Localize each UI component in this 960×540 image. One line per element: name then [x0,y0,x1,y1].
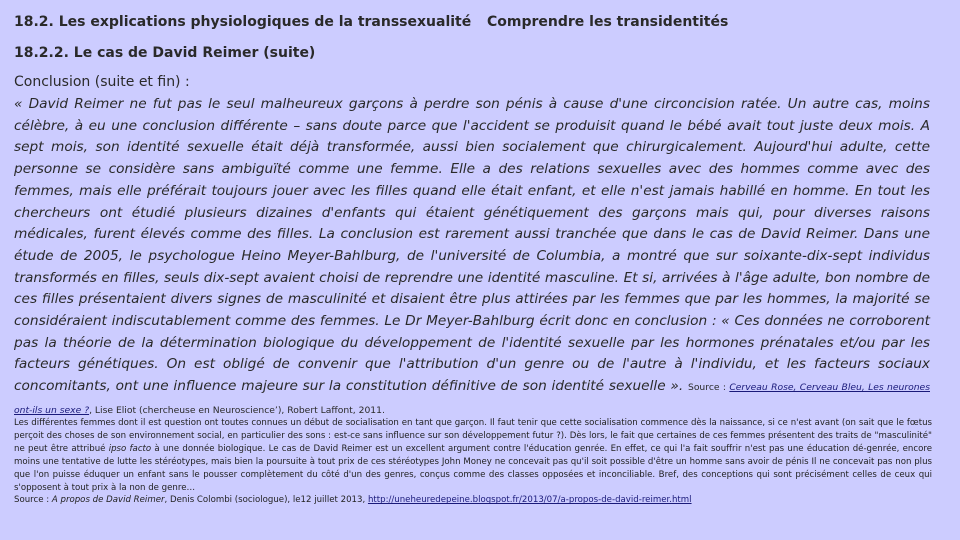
section-title: 18.2. Les explications physiologiques de la transsexualité [14,14,472,30]
note-ipso-facto: ipso facto [108,443,152,454]
web-source-rest: , Denis Colombi (sociologue), le12 juillet 2013, [164,495,368,506]
note-text-part1: Les différentes femmes dont il est question ont toutes connues un début de socialisation en tant que garçon. Il faut tenir que cette socialisation commence dès la naissance, si ce n'est avant (on sait que le fœtus perçoit des choses de son environnement social, en particulier des sons : est-ce sans influence sur son développement futur ?). Dès lors, le fait que certaines de ces femmes présentent des traits de "masculinité" ne peut être attribué [14,418,932,454]
quote-paragraph [14,94,930,422]
note-text-part2: à une donnée biologique. Le cas de David Reimer est un excellent argument contre l'éducation genrée. En effet, ce qui l'a fait souffrir n'est pas une éducation dé-genrée, encore moins une tentative de lutte les stéréotypes, mais bien la poursuite à tout prix de ces stéréotypes John Money ne concevait pas qu'il soit possible d'être un homme sans avoir de pénis Il ne concevait pas non plus que l'on puisse éduquer un enfant sans le pousser complètement du côté d'un des genres, conçus comme des classes opposées et inconciliable. Bref, des conceptions qui sont précisément celles de ceux qui s'opposent à tout prix à la non de genre… [14,443,932,493]
web-source-title: A propos de David Reimer [51,495,165,506]
web-source-prefix: Source : [14,495,52,506]
book-source-prefix: Source : [687,382,730,394]
web-source [14,495,692,505]
web-source-link[interactable]: http://uneheuredepeine.blogspot.fr/2013/07/a-propos-de-david-reimer.html [367,495,692,506]
book-title-link[interactable]: Cerveau Rose, Cerveau Bleu, Les neurones ont-ils un sexe ? [14,382,930,416]
note-paragraph [14,417,932,507]
course-title: Comprendre les transidentités [487,14,729,30]
conclusion-label: Conclusion (suite et fin) : [14,74,190,90]
subtitle: 18.2.2. Le cas de David Reimer (suite) [14,45,316,61]
quote-text: « David Reimer ne fut pas le seul malheureux garçons à perdre son pénis à cause d'une circoncision ratée. Un autre cas, moins célèbre, à eu une conclusion différente – sans doute parce que l'accident se produisit quand le bébé avait tout juste deux mois. A sept mois, son identité sexuelle était déjà transformée, aussi bien socialement que chirurgicalement. Aujourd'hui adulte, cette personne se considère sans ambiguïté comme une femme. Elle a des relations sexuelles avec des hommes comme avec des femmes, mais elle préférait toujours jouer avec les filles quand elle était enfant, et elle n'est jamais habillé en homme. En tout les chercheurs ont étudié plusieurs dizaines d'enfants qui étaient génétiquement des garçons mais qui, pour diverses raisons médicales, furent élevés comme des filles. La conclusion est rarement aussi tranchée que dans le cas de David Reimer. Dans une étude de 2005, le psychologue Heino Meyer-Bahlburg, de l'université de Columbia, a montré que sur soixante-dix-sept individus transformés en filles, seuls dix-sept avaient choisi de reprendre une identité masculine. Et si, arrivées à l'âge adulte, bon nombre de ces filles présentaient divers signes de masculinité et disaient être plus attirées par les femmes que par les hommes, la majorité se considéraient indiscutablement comme des femmes. Le Dr Meyer-Bahlburg écrit donc en conclusion : « Ces données ne corroborent pas la théorie de la détermination biologique du développement de l'identité sexuelle par les hormones prénatales et/ou par les facteurs génétiques. On est obligé de convenir que l'attribution d'un genre ou de l'autre à l'individu, et les facteurs sociaux concomitants, ont une influence majeure sur la constitution définitive de son identité sexuelle ». [14,96,930,395]
book-source-rest: , Lise Eliot (chercheuse en Neuroscience’), Robert Laffont, 2011. [89,404,385,416]
